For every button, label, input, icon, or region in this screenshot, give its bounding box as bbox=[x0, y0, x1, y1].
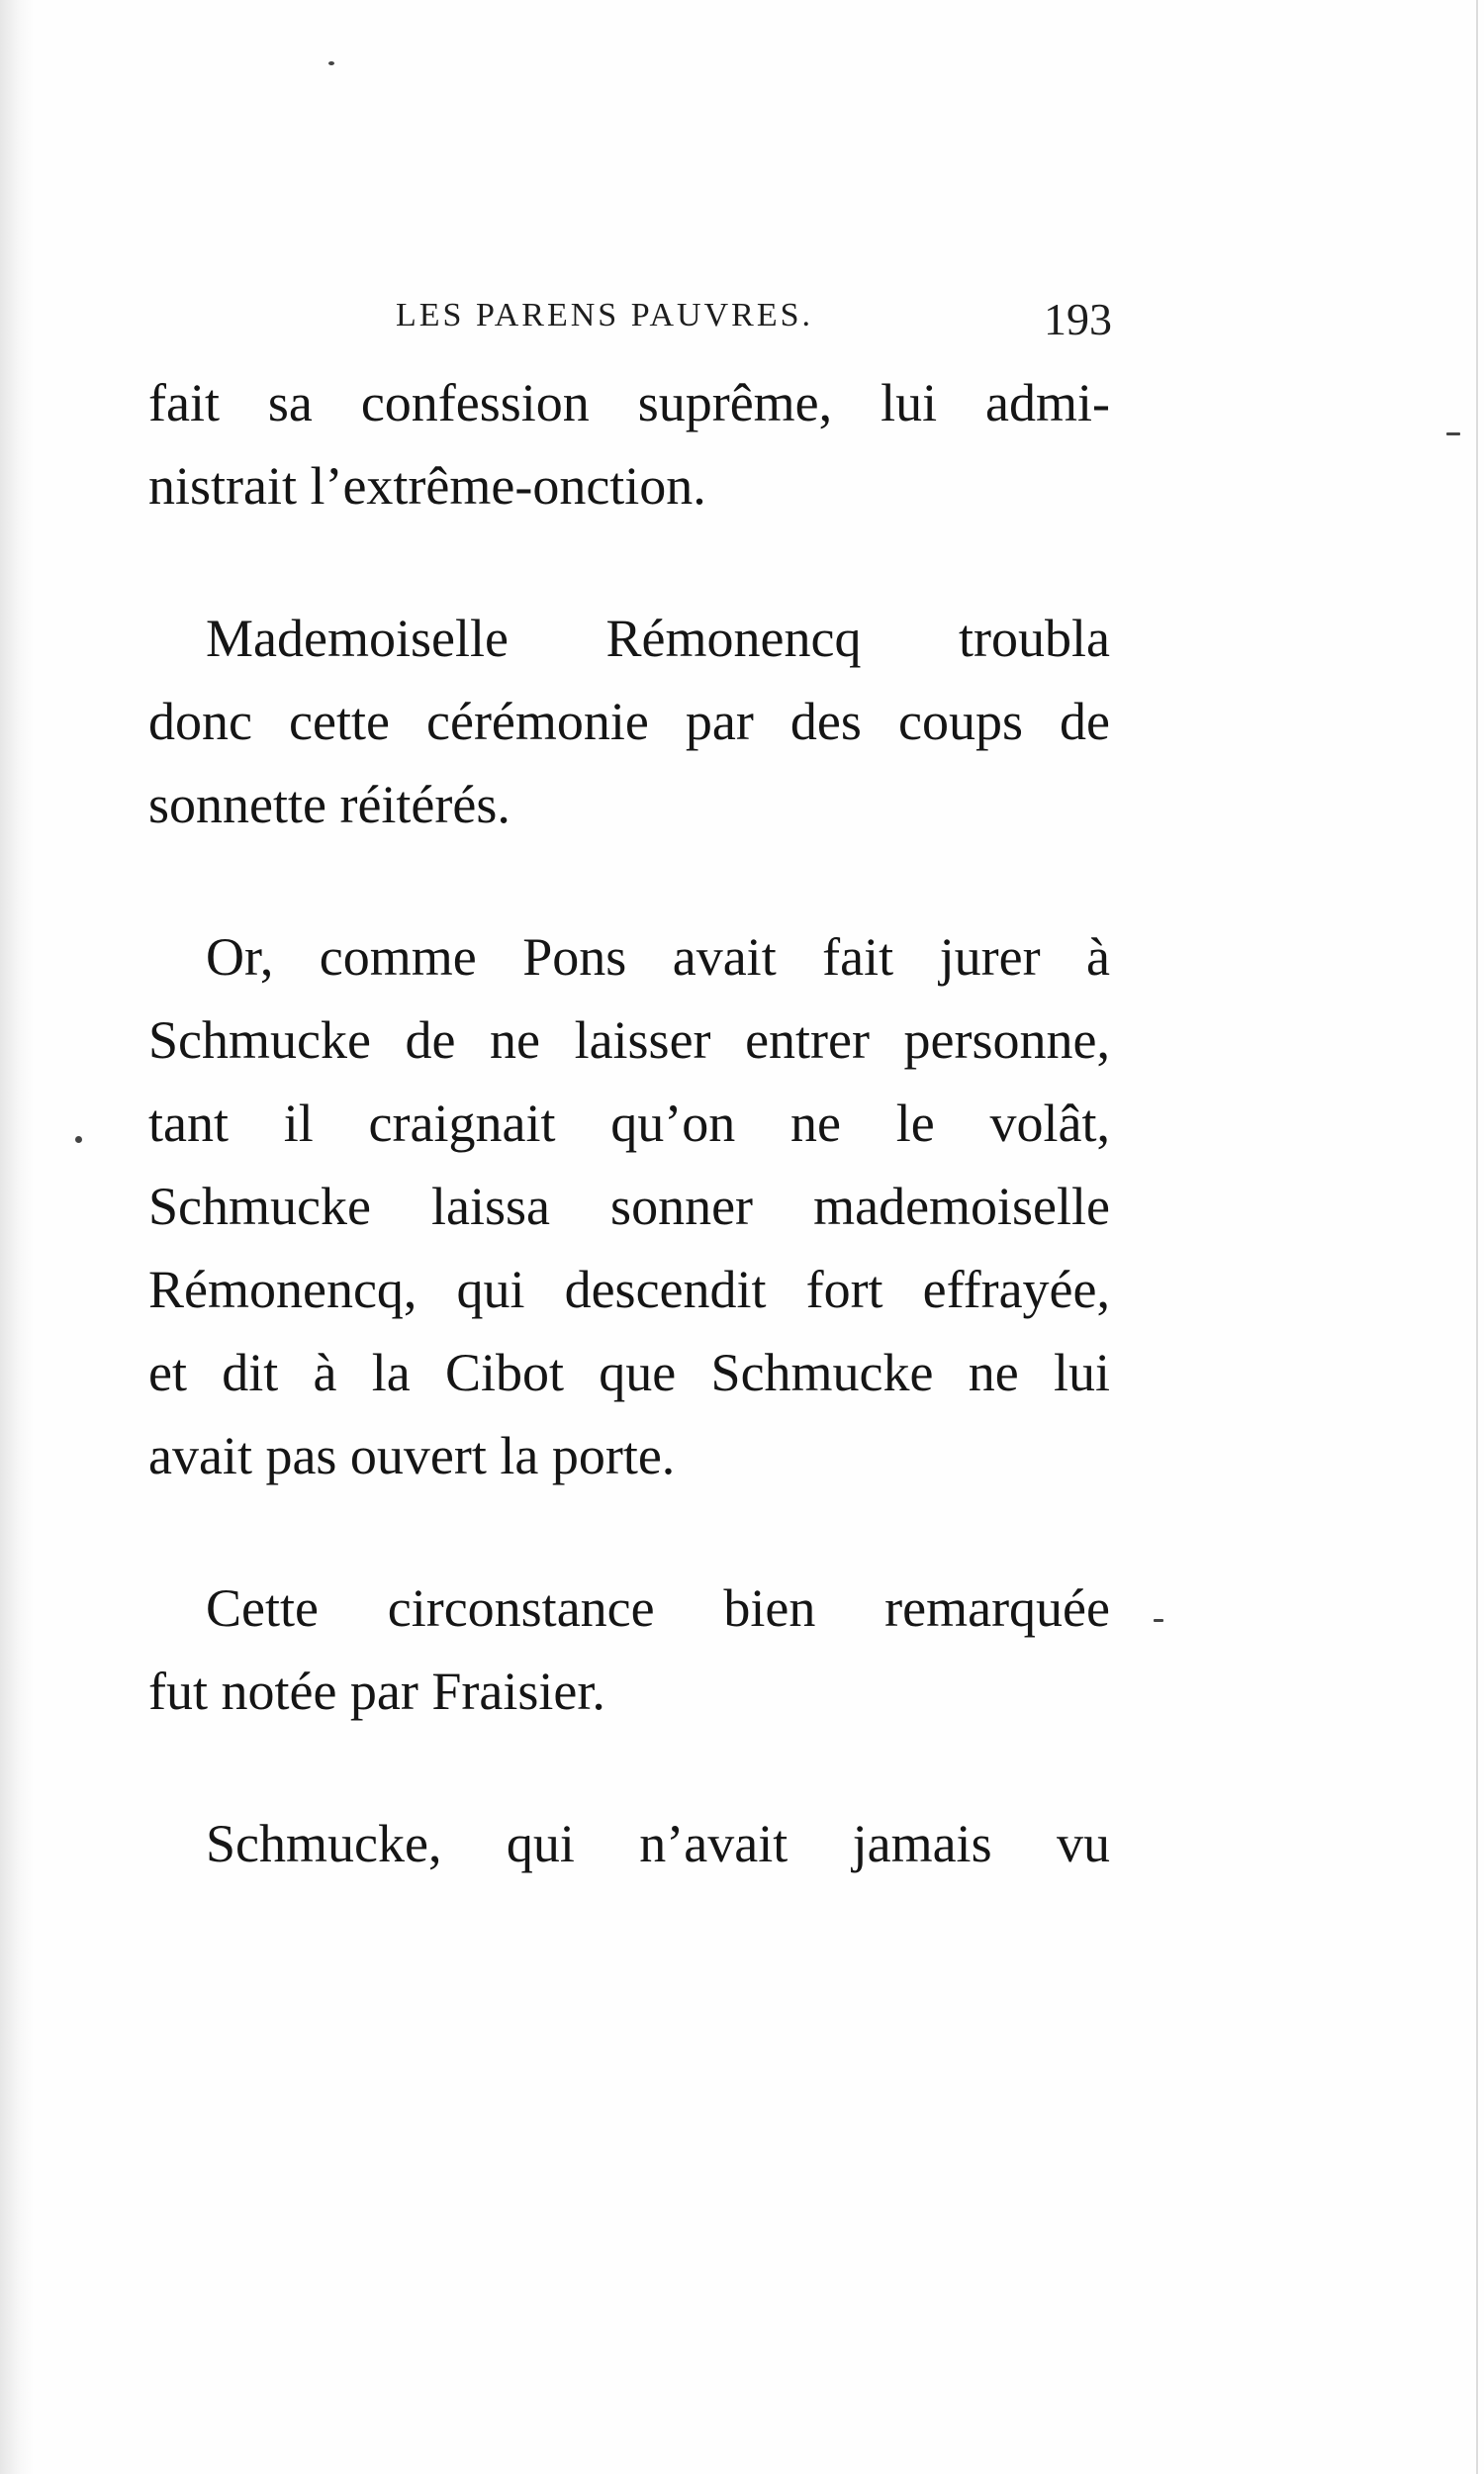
text-line: Schmucke de ne laisser entrer personne, bbox=[148, 1010, 1110, 1070]
text-line: nistrait l’extrême-onction. bbox=[148, 456, 706, 516]
print-speck bbox=[1446, 432, 1460, 435]
page-edge bbox=[1476, 0, 1478, 2474]
print-speck bbox=[1154, 1619, 1163, 1622]
text-line: tant il craignait qu’on ne le volât, bbox=[148, 1094, 1110, 1153]
paragraph bbox=[148, 361, 1110, 527]
body-text bbox=[148, 361, 1110, 1885]
text-line: sonnette réitérés. bbox=[148, 775, 510, 834]
text-line: Rémonencq, qui descendit fort effrayée, bbox=[148, 1260, 1110, 1319]
text-line: Schmucke laissa sonner mademoiselle bbox=[148, 1177, 1110, 1236]
text-line: donc cette cérémonie par des coups de bbox=[148, 692, 1110, 751]
text-line: fut notée par Fraisier. bbox=[148, 1662, 605, 1721]
paragraph bbox=[148, 597, 1110, 846]
text-line: avait pas ouvert la porte. bbox=[148, 1426, 676, 1485]
text-line: Schmucke, qui n’avait jamais vu bbox=[206, 1814, 1110, 1873]
paragraph bbox=[148, 1567, 1110, 1733]
binding-shadow bbox=[0, 0, 34, 2474]
text-line: Cette circonstance bien remarquée bbox=[206, 1578, 1110, 1638]
page-header bbox=[396, 289, 1118, 368]
text-line: Or, comme Pons avait fait jurer à bbox=[206, 927, 1110, 987]
running-head: LES PARENS PAUVRES. bbox=[396, 297, 814, 333]
paragraph bbox=[148, 1802, 1110, 1885]
print-speck bbox=[328, 61, 334, 65]
text-line: fait sa confession suprême, lui admi- bbox=[148, 373, 1110, 432]
print-speck bbox=[75, 1136, 82, 1143]
text-line: et dit à la Cibot que Schmucke ne lui bbox=[148, 1343, 1110, 1402]
text-line: Mademoiselle Rémonencq troubla bbox=[206, 609, 1110, 668]
page-number: 193 bbox=[1044, 294, 1112, 344]
paragraph bbox=[148, 915, 1110, 1497]
